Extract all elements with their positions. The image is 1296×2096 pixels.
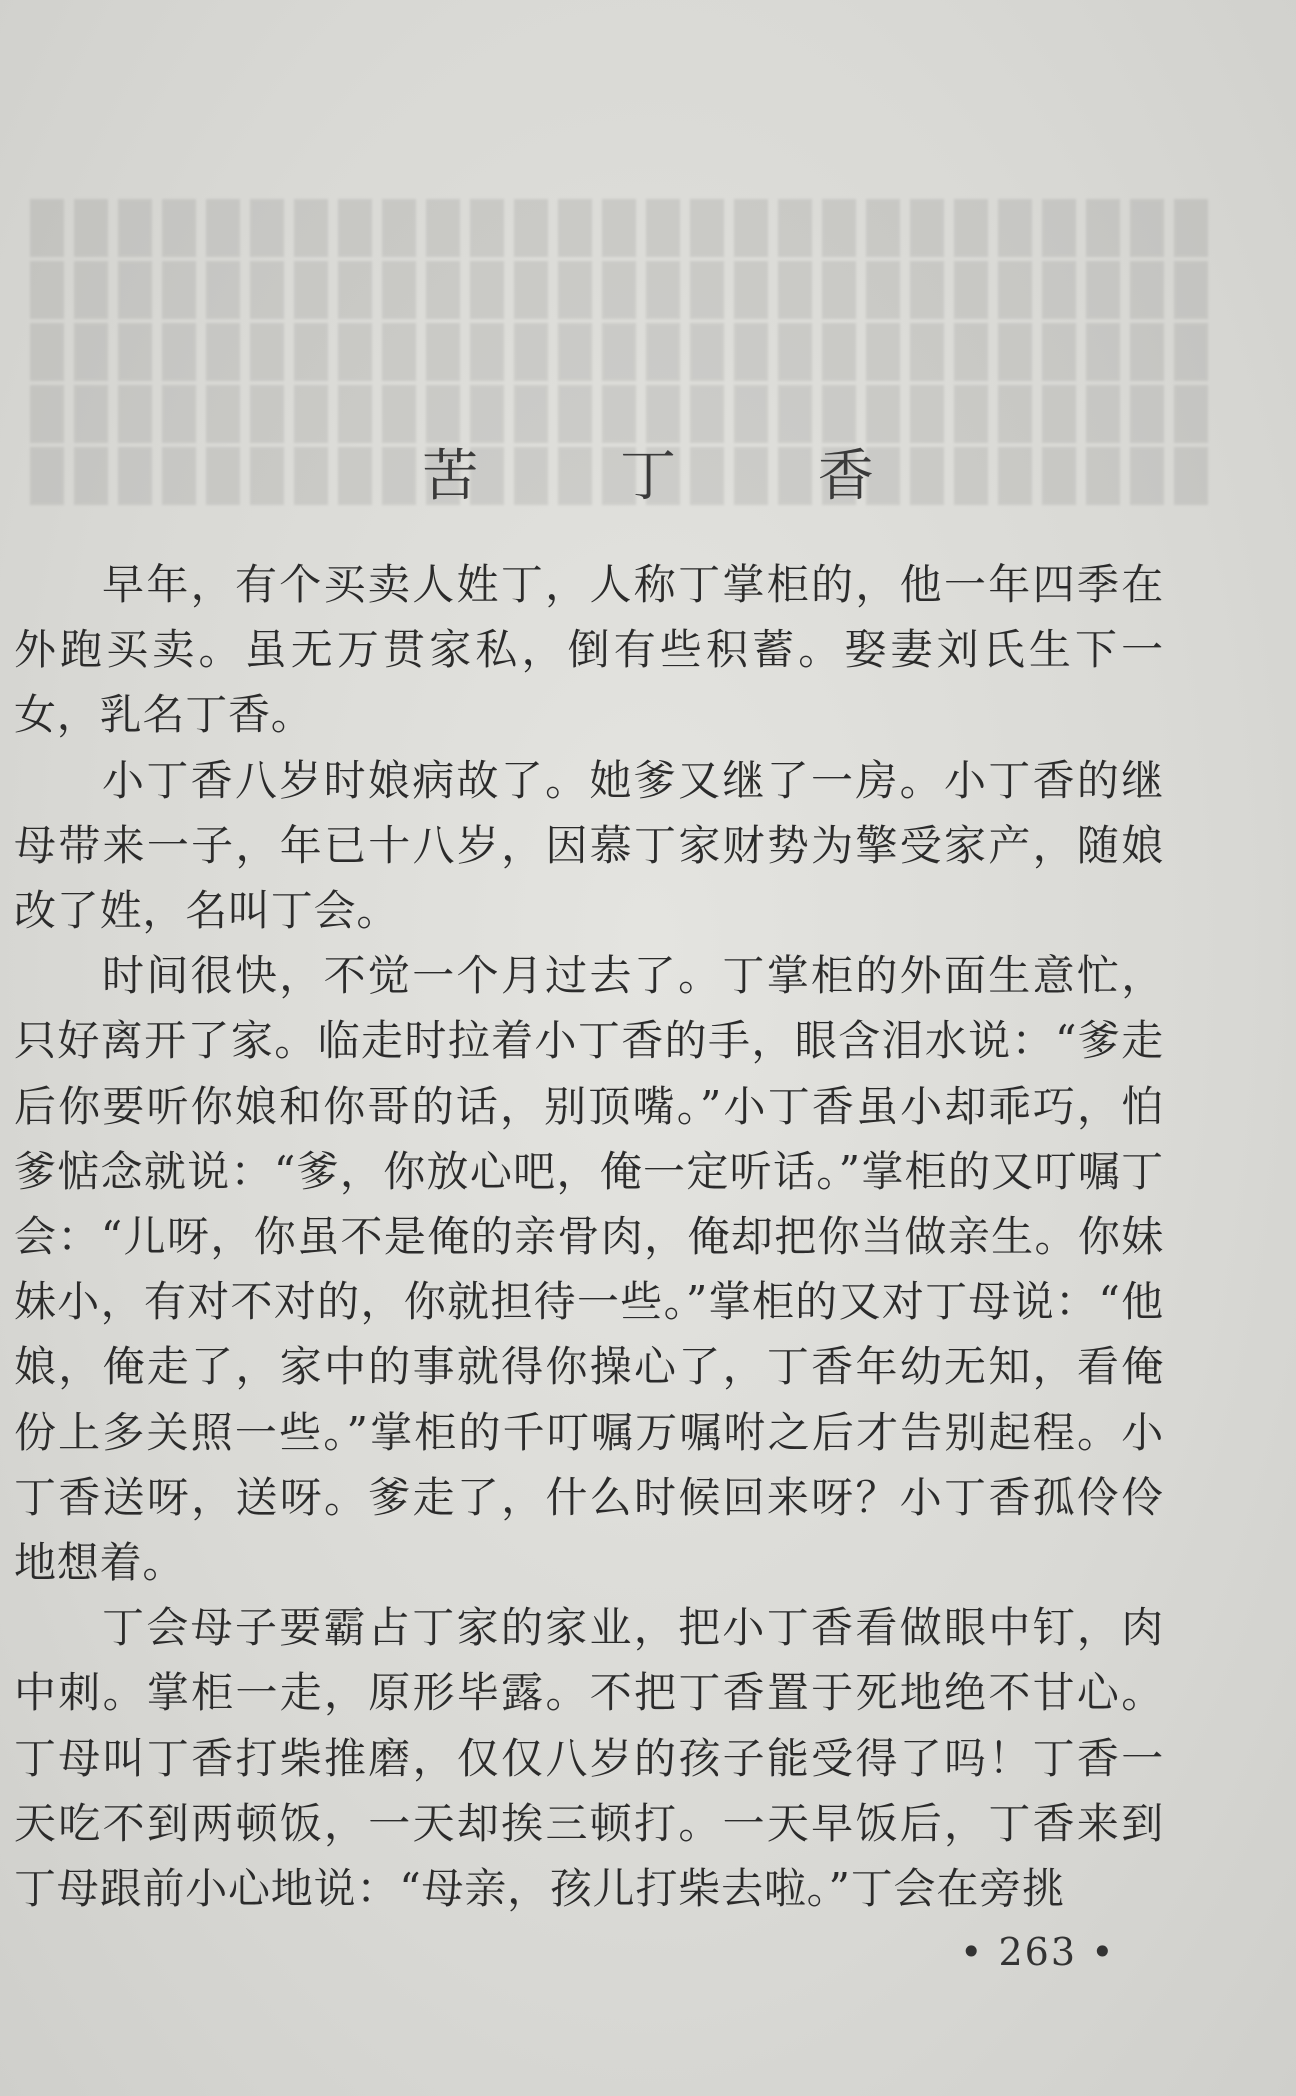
page-number: • 263 • — [960, 1930, 1116, 1974]
story-body — [14, 552, 1164, 1921]
paragraph-3: 时间很快，不觉一个月过去了。丁掌柜的外面生意忙，只好离开了家。临走时拉着小丁香的手，眼含泪水说：“爹走后你要听你娘和你哥的话，别顶嘴。”小丁香虽小却乖巧，怕爹惦念就说：“爹，你放心吧，俺一定听话。”掌柜的又叮嘱丁会：“儿呀，你虽不是俺的亲骨肉，俺却把你当做亲生。你妹妹小，有对不对的，你就担待一些。”掌柜的又对丁母说：“他娘，俺走了，家中的事就得你操心了，丁香年幼无知，看俺份上多关照一些。”掌柜的千叮嘱万嘱咐之后才告别起程。小丁香送呀，送呀。爹走了，什么时候回来呀？小丁香孤伶伶地想着。 — [14, 951, 1164, 1588]
story-title: 苦 丁 香 — [422, 444, 936, 509]
paragraph-2: 小丁香八岁时娘病故了。她爹又继了一房。小丁香的继母带来一子，年已十八岁，因慕丁家财势为擎受家产，随娘改了姓，名叫丁会。 — [14, 755, 1164, 936]
paragraph-4: 丁会母子要霸占丁家的家业，把小丁香看做眼中钉，肉中刺。掌柜一走，原形毕露。不把丁香置于死地绝不甘心。丁母叫丁香打柴推磨，仅仅八岁的孩子能受得了吗！丁香一天吃不到两顿饭，一天却挨三顿打。一天早饭后，丁香来到丁母跟前小心地说：“母亲，孩儿打柴去啦。”丁会在旁挑 — [14, 1603, 1164, 1914]
paragraph-1: 早年，有个买卖人姓丁，人称丁掌柜的，他一年四季在外跑买卖。虽无万贯家私，倒有些积蓄。娶妻刘氏生下一女，乳名丁香。 — [14, 560, 1164, 740]
